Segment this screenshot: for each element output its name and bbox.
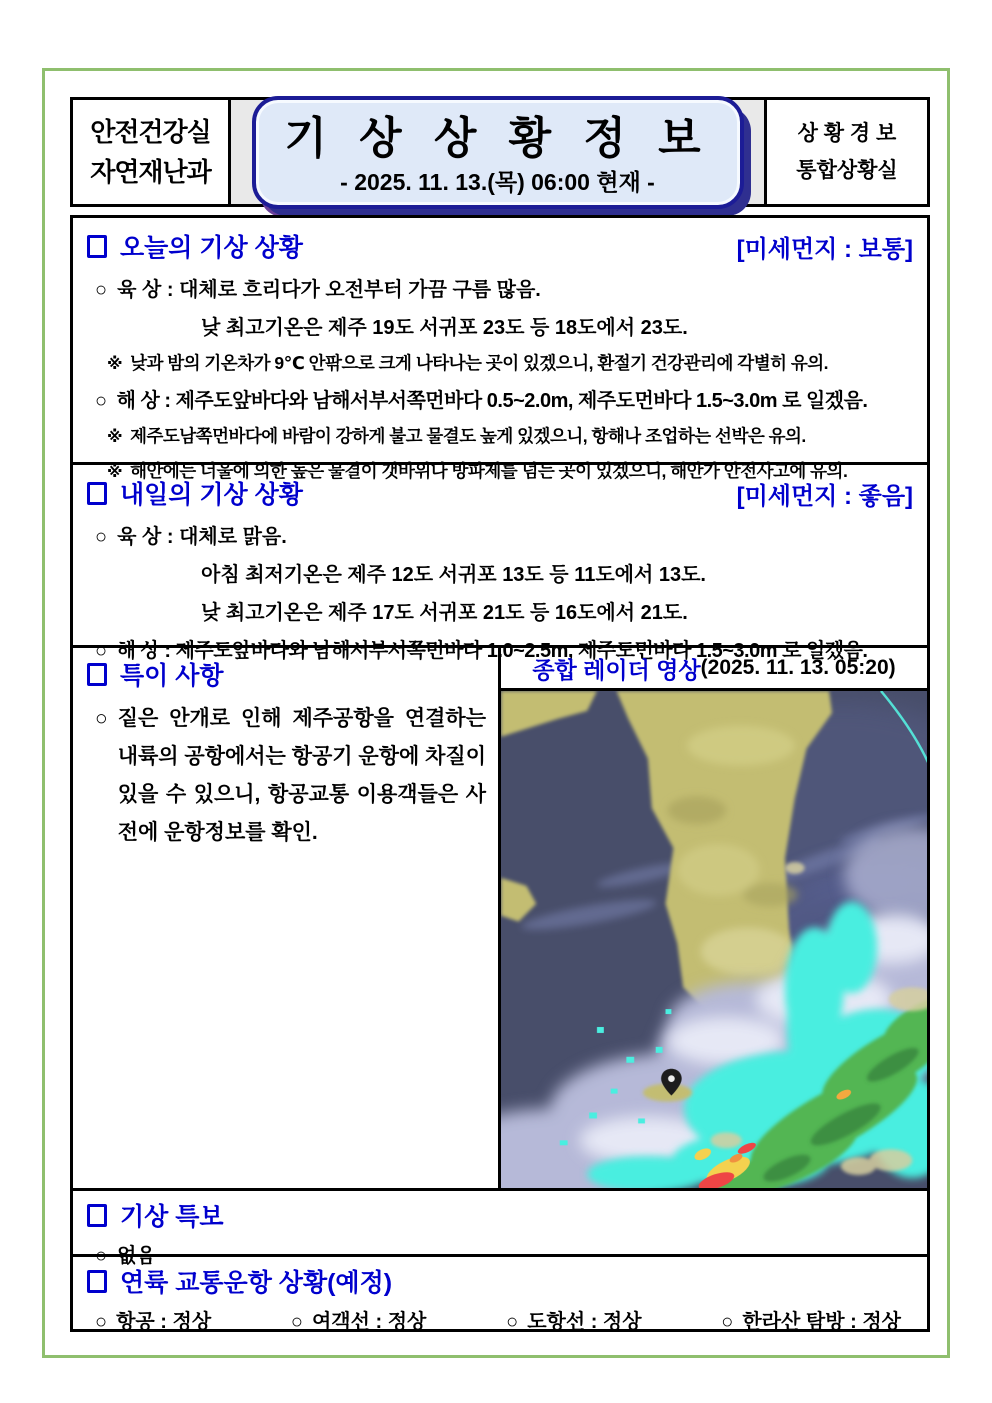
circle-bullet-icon: ○ (506, 1311, 519, 1333)
special-paragraph: ○ 짙은 안개로 인해 제주공항을 연결하는 내륙의 공항에서는 항공기 운항에 차질이 있을 수 있으니, 항공교통 이용객들은 사전에 운항정보를 확인. (87, 700, 486, 852)
section-transport-title: 연륙 교통운항 상황(예정) (87, 1263, 392, 1299)
dust-status-tomorrow: [미세먼지 : 좋음] (736, 482, 913, 510)
main-table (70, 215, 930, 1332)
today-note-swell: ※ 해안에는 너울에 의한 높은 물결이 갯바위나 방파제를 넘는 곳이 있겠으니, 해안가 안전사고에 유의. (107, 461, 848, 481)
note-marker-icon: ※ (107, 464, 123, 481)
radar-title (501, 648, 927, 691)
radar-timestamp: (2025. 11. 13. 05:20) (700, 656, 896, 679)
report-datetime: - 2025. 11. 13.(목) 06:00 현재 - (340, 168, 655, 195)
situation-room-line1: 상 황 경 보 (797, 122, 897, 145)
tomorrow-land-line: ○ 육 상 : 대체로 맑음. (95, 526, 287, 548)
circle-bullet-icon: ○ (290, 1311, 303, 1333)
situation-room-line2: 통합상황실 (796, 159, 898, 182)
transport-item-air: ○ 항공 : 정상 (95, 1311, 212, 1333)
section-warning-title: 기상 특보 (87, 1197, 224, 1233)
circle-bullet-icon: ○ (95, 1245, 108, 1267)
transport-item-ferry: ○ 여객선 : 정상 (290, 1311, 427, 1333)
warning-none-line: ○ 없음 (95, 1245, 156, 1267)
section-today (73, 218, 927, 481)
circle-bullet-icon: ○ (95, 526, 108, 548)
special-notes-column (73, 648, 498, 1188)
tomorrow-sea-line: ○ 해 상 : 제주도앞바다와 남해서부서쪽먼바다 1.0~2.5m, 제주도먼바다 1.5~3.0m 로 일겠음. (95, 640, 868, 662)
circle-bullet-icon: ○ (95, 279, 108, 301)
department-line2: 자연재난과 (90, 157, 211, 187)
today-note-temp-diff: ※ 낮과 밤의 기온차가 9℃ 안팎으로 크게 나타나는 곳이 있겠으니, 환절기 건강관리에 각별히 유의. (107, 353, 829, 373)
dust-status-today: [미세먼지 : 보통] (736, 235, 913, 263)
header-table (70, 97, 930, 207)
page-title: 기 상 상 황 정 보 (284, 113, 711, 163)
tomorrow-morning-temp-line: 아침 최저기온은 제주 12도 서귀포 13도 등 11도에서 13도. (201, 564, 706, 586)
circle-bullet-icon: ○ (95, 640, 107, 662)
today-sea-line: ○ 해 상 : 제주도앞바다와 남해서부서쪽먼바다 0.5~2.0m, 제주도먼바다 1.5~3.0m 로 일겠음. (95, 390, 868, 412)
section-today-title: 오늘의 기상 상황 (87, 228, 303, 264)
circle-bullet-icon: ○ (95, 707, 108, 730)
section-warning (73, 1191, 927, 1267)
today-land-temp-line: 낮 최고기온은 제주 19도 서귀포 23도 등 18도에서 23도. (201, 317, 688, 339)
today-land-line: ○ 육 상 : 대체로 흐리다가 오전부터 가끔 구름 많음. (95, 279, 541, 301)
radar-composite-svg (501, 691, 927, 1188)
circle-bullet-icon: ○ (721, 1311, 734, 1333)
today-note-wind: ※ 제주도남쪽먼바다에 바람이 강하게 불고 물결도 높게 있겠으니, 항해나 조업하는 선박은 유의. (107, 426, 806, 446)
section-checkbox-icon (87, 235, 107, 258)
section-tomorrow-title: 내일의 기상 상황 (87, 475, 303, 511)
section-checkbox-icon (87, 1204, 107, 1227)
transport-item-hallasan: ○ 한라산 탐방 : 정상 (721, 1311, 901, 1333)
section-special-title: 특이 사항 (87, 656, 486, 692)
title-cell (231, 100, 767, 204)
tomorrow-day-temp-line: 낮 최고기온은 제주 17도 서귀포 21도 등 16도에서 21도. (201, 602, 688, 624)
radar-column (498, 648, 927, 1188)
situation-room-cell (767, 100, 927, 204)
section-special-and-radar (73, 648, 927, 1191)
radar-image (501, 691, 927, 1188)
transport-item-island-ferry: ○ 도항선 : 정상 (506, 1311, 642, 1333)
section-checkbox-icon (87, 482, 107, 505)
note-marker-icon: ※ (107, 429, 123, 446)
title-plaque (252, 96, 744, 209)
section-checkbox-icon (87, 663, 107, 686)
note-marker-icon: ※ (107, 356, 123, 373)
section-transport (73, 1257, 927, 1333)
radar-title-label: 종합 레이더 영상 (532, 656, 701, 683)
transport-status-row (73, 1299, 927, 1334)
section-checkbox-icon (87, 1270, 107, 1293)
circle-bullet-icon: ○ (95, 390, 107, 412)
department-line1: 안전건강실 (90, 117, 211, 147)
department-cell (73, 100, 231, 204)
section-tomorrow (73, 465, 927, 662)
circle-bullet-icon: ○ (95, 1311, 108, 1333)
